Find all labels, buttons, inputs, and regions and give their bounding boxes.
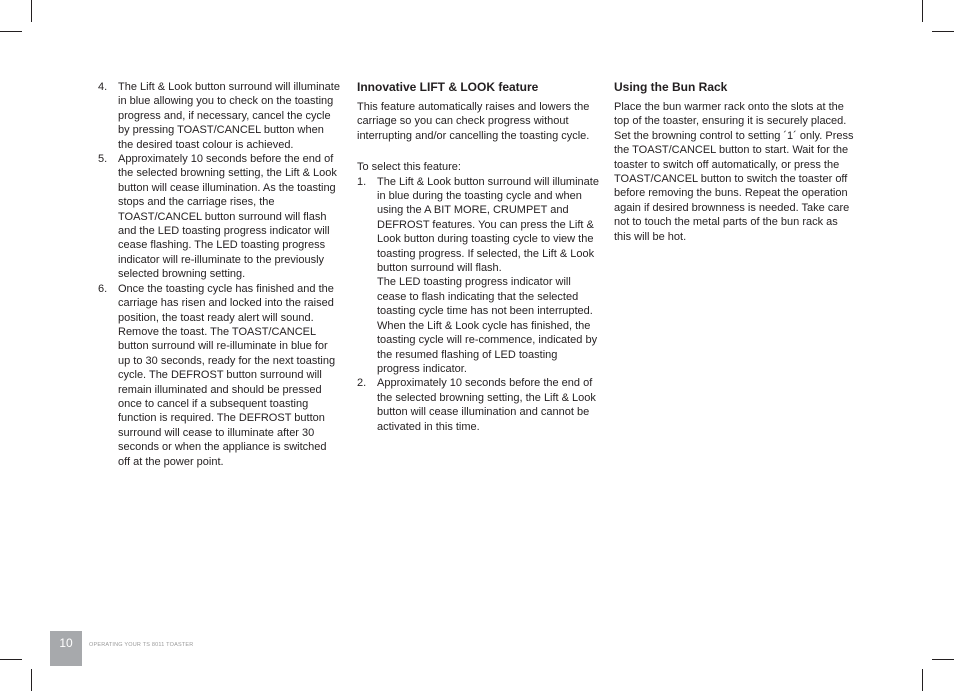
item-paragraph: The Lift & Look button surround will illuminate in blue during the toasting cycle and when using the A BIT MORE, CRUMPET and DEFROST features. You can press the Lift & Look button during toasting cycle to view the toasting progress. If selected, the Lift & Look button surround will flash. — [377, 175, 599, 275]
item-number: 1. — [357, 175, 367, 188]
crop-mark — [932, 659, 954, 660]
crop-mark — [922, 669, 923, 691]
crop-mark — [932, 31, 954, 32]
crop-mark — [0, 659, 22, 660]
item-paragraph: When the Lift & Look cycle has finished, the toasting cycle will re-commence, indicated by the resumed flashing of LED toasting progress indicator. — [377, 319, 598, 375]
column-right — [614, 80, 856, 244]
page-number: 10 — [50, 631, 82, 666]
list-item — [98, 80, 340, 152]
column-middle — [357, 80, 599, 434]
section-heading: Using the Bun Rack — [614, 80, 728, 94]
item-text — [377, 175, 599, 377]
list-item — [357, 376, 599, 434]
item-number: 6. — [98, 282, 108, 295]
item-text: Once the toasting cycle has finished and the carriage has risen and locked into the raised position, the toast ready alert will sound. Remove the toast. The TOAST/CANCEL button surround will re-illuminate in blue for up to 30 seconds, ready for the next toasting cycle. The DEFROST button surround will remain illuminated and should be pressed once to cancel if a subsequent toasting function is required. The DEFROST button surround will cease to illuminate after 30 seconds or when the appliance is switched off at the power point. — [118, 282, 336, 468]
list-item — [98, 282, 340, 469]
item-paragraph: Approximately 10 seconds before the end of the selected browning setting, the Lift & Look button will cease illumination and cannot be activated in this time. — [377, 377, 596, 433]
item-number: 4. — [98, 81, 108, 93]
bun-rack-paragraph: Place the bun warmer rack onto the slots at the top of the toaster, ensuring it is securely placed. Set the browning control to setting ´1´ only. Press the TOAST/CANCEL button to start. Wait for the toaster to switch off automatically, or press the TOAST/CANCEL button to switch the toaster off before removing the buns. Repeat the operation again if desired brownness is needed. Take care not to touch the metal parts of the bun rack as this will be hot. — [614, 101, 854, 243]
item-number: 5. — [98, 153, 108, 166]
crop-mark — [31, 669, 32, 691]
item-text: Approximately 10 seconds before the end of the selected browning setting, the Lift & Look button will cease illumination. As the toasting stops and the carriage rises, the TOAST/CANCEL button surround will flash and the LED toasting progress indicator will cease flashing. The LED toasting progress indicator will re-illuminate to the previously selected browning setting. — [118, 153, 337, 281]
list-item — [357, 175, 599, 377]
crop-mark — [922, 0, 923, 22]
select-label: To select this feature: — [357, 161, 461, 174]
footer-section-label: OPERATING YOUR TS 8011 TOASTER — [89, 642, 194, 648]
item-text — [377, 376, 599, 434]
item-number: 2. — [357, 377, 367, 390]
crop-mark — [31, 0, 32, 22]
section-heading: Innovative LIFT & LOOK feature — [357, 80, 539, 94]
crop-mark — [0, 31, 22, 32]
intro-paragraph: This feature automatically raises and lowers the carriage so you can check progress without interrupting and/or cancelling the toasting cycle. — [357, 101, 590, 142]
list-item — [98, 152, 340, 282]
item-paragraph: The LED toasting progress indicator will cease to flash indicating that the selected toasting cycle time has not been interrupted. — [377, 276, 593, 318]
column-left — [98, 80, 340, 469]
item-text: The Lift & Look button surround will illuminate in blue allowing you to check on the toasting progress and, if necessary, cancel the cycle by pressing TOAST/CANCEL button when the desired toast colour is achieved. — [118, 81, 340, 151]
